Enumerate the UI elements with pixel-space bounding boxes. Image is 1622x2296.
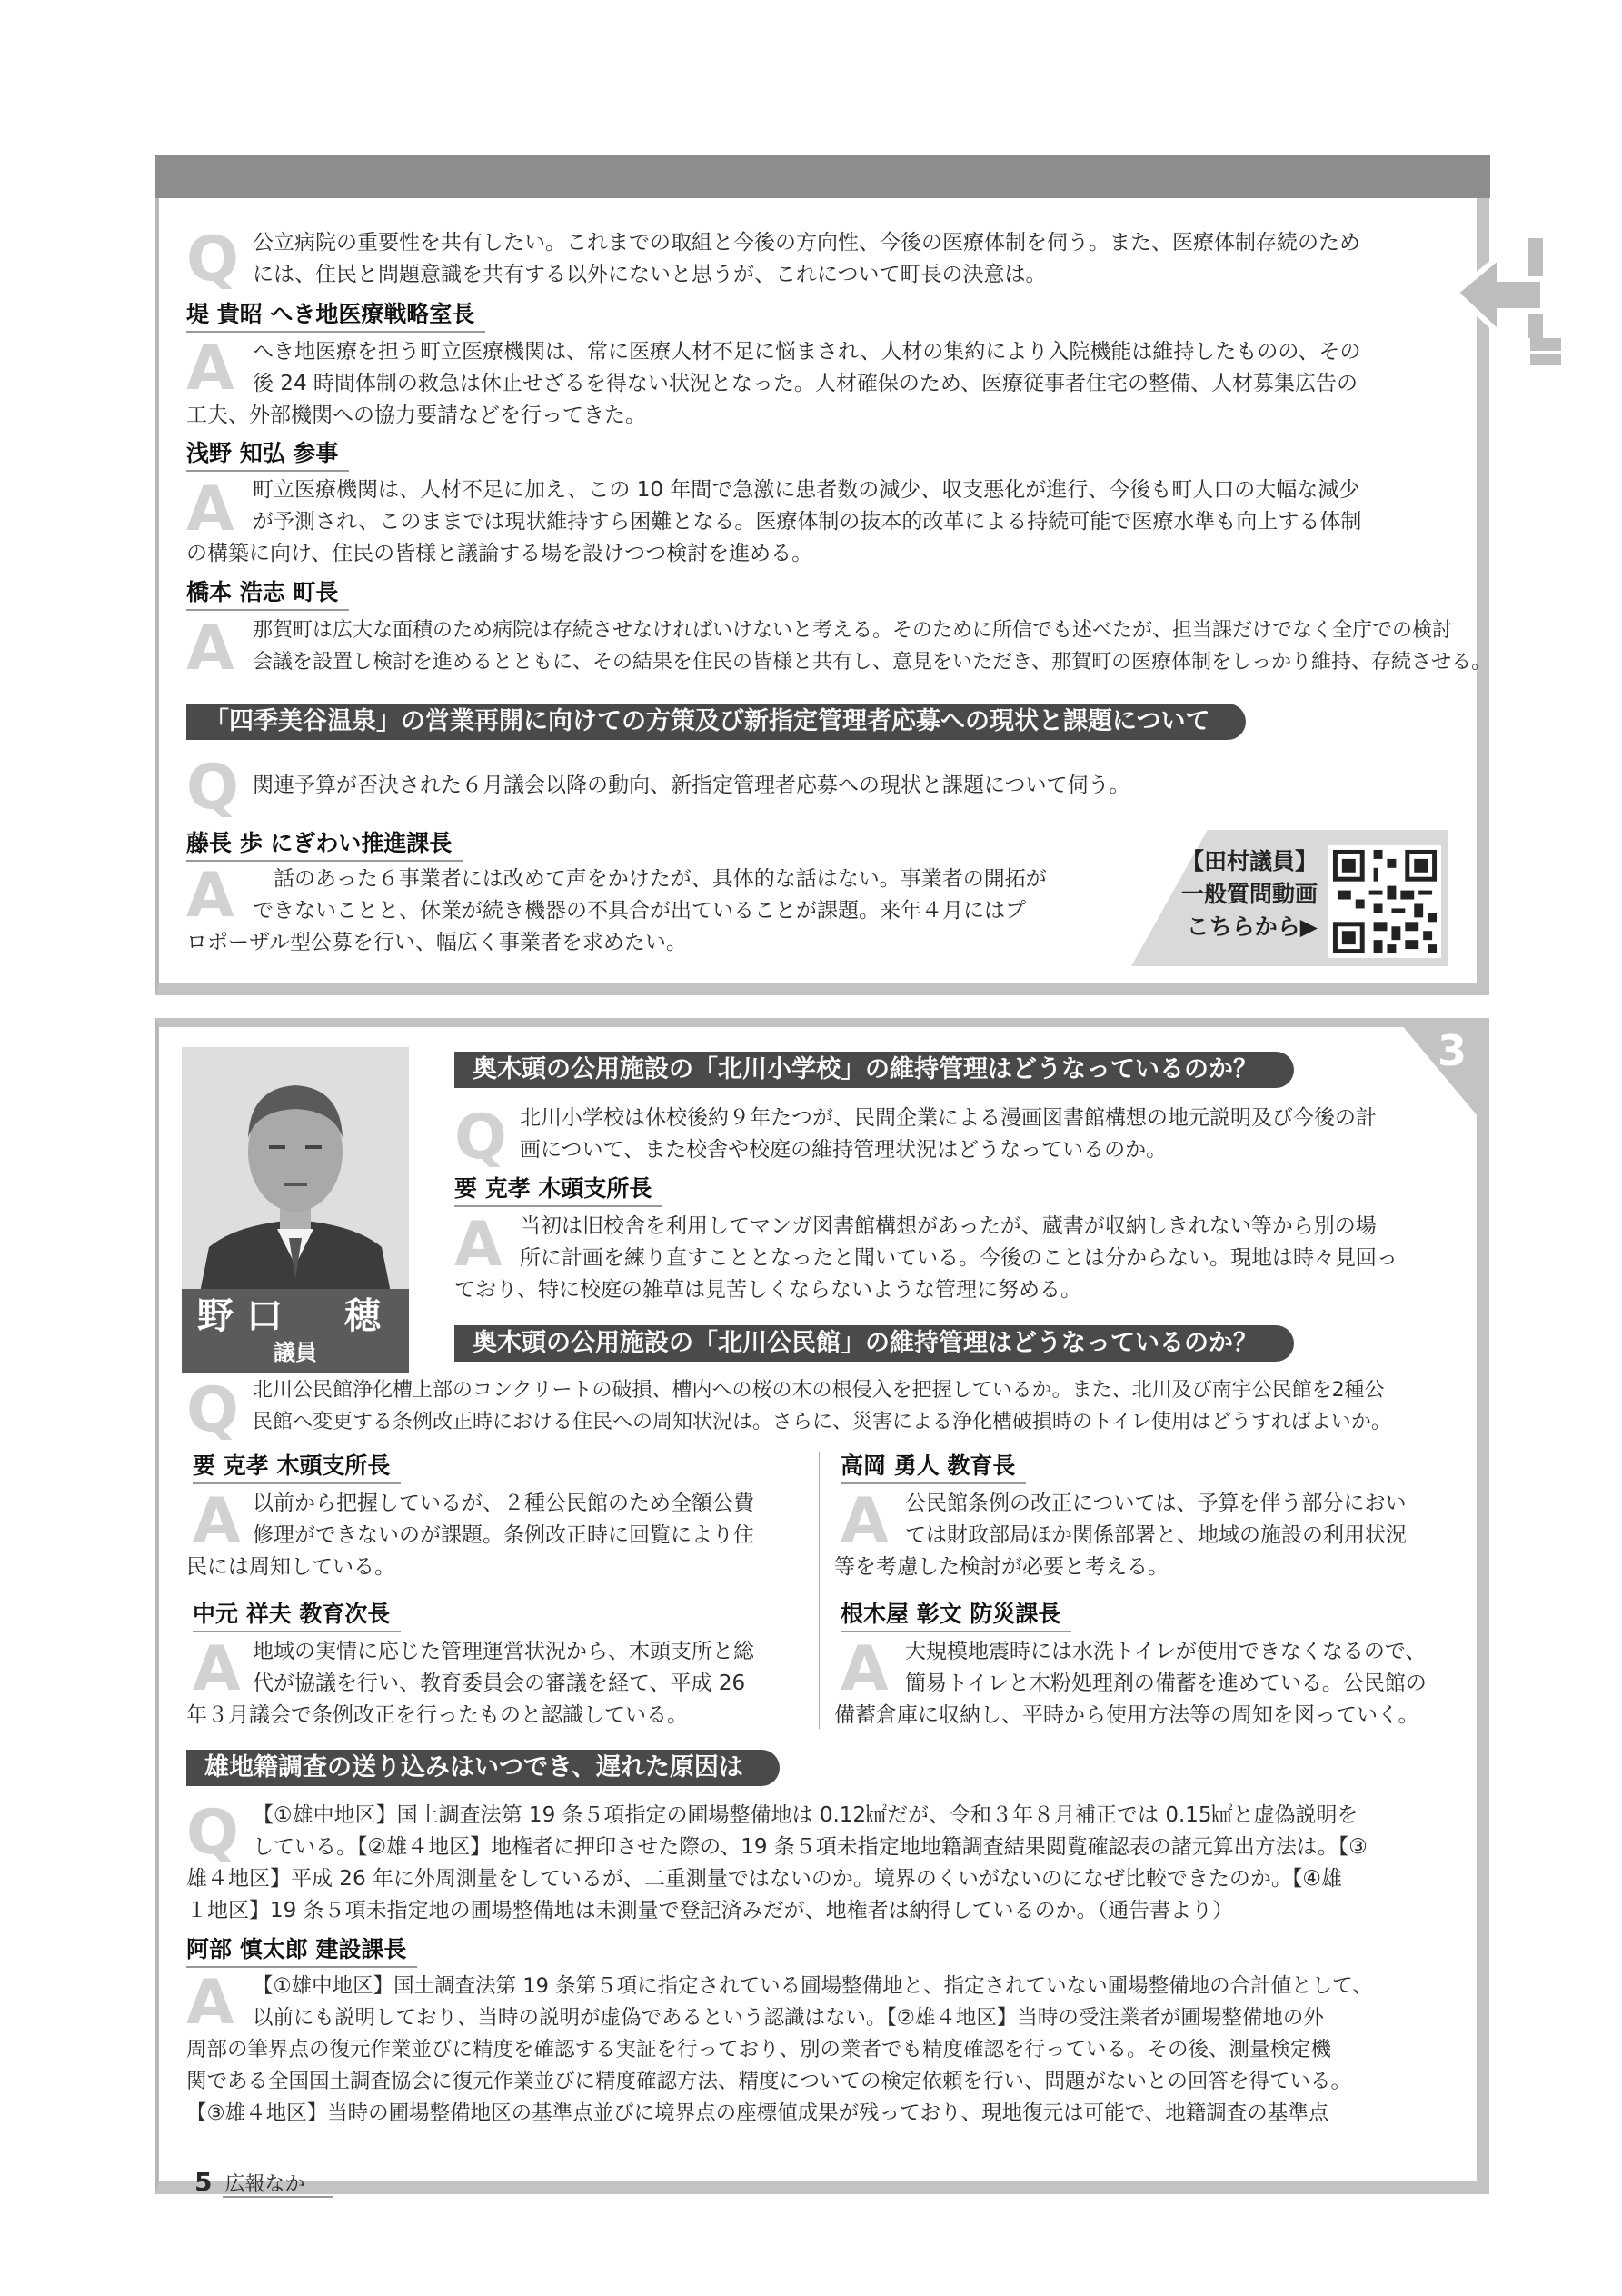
question-line: 関連予算が否決された６月議会以降の動向、新指定管理者応募への現状と課題について伺う。: [253, 774, 1130, 797]
question-line: 北川小学校は休校後約９年たつが、民間企業による漫画図書館構想の地元説明及び今後の計: [520, 1106, 1377, 1130]
speaker-label: 橋本 浩志 町長: [186, 578, 349, 611]
question-line: 民館へ変更する条例改正時における住民への周知状況は。さらに、災害による浄化槽破損時のトイレ使用はどうすればよいか。: [253, 1411, 1391, 1433]
question-line: 【①雄中地区】国土調査法第 19 条５項指定の圃場整備地は 0.12㎢だが、令和３年８月補正では 0.15㎢と虚偽説明を: [253, 1803, 1358, 1827]
answer-line: 工夫、外部機関への協力要請などを行ってきた。: [186, 404, 646, 427]
speaker-label: 藤長 歩 にぎわい推進課長: [186, 829, 463, 862]
member-name-plate: [182, 1289, 409, 1373]
answer-line: 所に計画を練り直すこととなったと聞いている。今後のことは分からない。現地は時々見回っ: [520, 1246, 1398, 1270]
answer-mark-letter: A: [841, 1485, 889, 1557]
question-line: 画について、また校舎や校庭の維持管理状況はどうなっているのか。: [520, 1138, 1168, 1162]
page-footer: [194, 2166, 333, 2201]
answer-line: 後 24 時間体制の救急は休止せざるを得ない状況となった。人材確保のため、医療従事者住宅の整備、人材募集広告の: [253, 372, 1358, 395]
answer-line: 話のあった６事業者には改めて声をかけたが、具体的な話はない。事業者の開拓が: [253, 867, 1047, 891]
answer-line: 大規模地震時には水洗トイレが使用できなくなるので、: [905, 1640, 1427, 1663]
question-text: [186, 1797, 1368, 1927]
answer-text: [186, 860, 1047, 959]
question-mark-letter: Q: [454, 1102, 507, 1173]
topic-banner: 雄地籍調査の送り込みはいつでき、遅れた原因は: [186, 1750, 780, 1786]
answer-mark-letter: A: [186, 613, 234, 684]
video-link-text[interactable]: [1154, 845, 1318, 943]
answer-text: [454, 1211, 1398, 1306]
question-text: [253, 770, 1130, 802]
question-line: している。【②雄４地区】地権者に押印させた際の、19 条５項未指定地地籍調査結果閲覧確認表の諸元算出方法は。【③: [253, 1835, 1368, 1859]
question-number-badge: [1396, 1018, 1487, 1127]
answer-line: 修理ができないのが課題。条例改正時に回覧により住: [253, 1523, 754, 1547]
speaker-label: 堤 貴昭 へき地医療戦略室長: [186, 300, 485, 333]
question-line: 公立病院の重要性を共有したい。これまでの取組と今後の方向性、今後の医療体制を伺う。また、医療体制存続のため: [253, 231, 1360, 255]
answer-line: できないことと、休業が続き機器の不具合が出ていることが課題。来年４月にはプ: [253, 899, 1026, 923]
column-divider: [819, 1452, 820, 1729]
answer-mark-letter: A: [186, 860, 234, 932]
answer-mark-letter: A: [186, 1967, 234, 2039]
video-link-line: こちらから▶: [1186, 913, 1318, 940]
speaker-label: 浅野 知弘 参事: [186, 439, 349, 472]
answer-text: [186, 1633, 754, 1732]
member-role: 議員: [274, 1340, 317, 1365]
question-text: [253, 1374, 1391, 1438]
answer-text: [186, 333, 1361, 432]
speaker-label: 中元 祥夫 教育次長: [193, 1600, 401, 1632]
answer-mark-letter: A: [186, 474, 234, 545]
answer-line: 町立医療機関は、人材不足に加え、この 10 年間で急激に患者数の減少、収支悪化が進行、今後も町人口の大幅な減少: [253, 478, 1360, 502]
answer-line: 以前から把握しているが、２種公民館のため全額公費: [253, 1492, 754, 1515]
speaker-label: 要 克孝 木頭支所長: [193, 1452, 401, 1484]
answer-line: 代が協議を行い、教育委員会の審議を経て、平成 26: [253, 1672, 746, 1695]
question-line: には、住民と問題意識を共有する以外にないと思うが、これについて町長の決意は。: [253, 263, 1047, 286]
speaker-label: 阿部 慎太郎 建設課長: [186, 1935, 417, 1968]
answer-line: 年３月議会で条例改正を行ったものと認識している。: [186, 1703, 688, 1727]
question-mark-letter: Q: [186, 1374, 239, 1446]
answer-line: 【③雄４地区】当時の圃場整備地区の基準点並びに境界点の座標値成果が残っており、現地復元は可能で、地籍調査の基準点: [186, 2101, 1329, 2125]
answer-text: [186, 1967, 1373, 2130]
answer-text: [186, 1485, 754, 1583]
question-text: [520, 1103, 1377, 1166]
answer-line: 以前にも説明しており、当時の説明が虚偽であるという認識はない。【②雄４地区】当時の受注業者が圃場整備地の外: [253, 2006, 1324, 2030]
answer-line: 民には周知している。: [186, 1555, 395, 1579]
topic-banner: 奥木頭の公用施設の「北川小学校」の維持管理はどうなっているのか？: [454, 1052, 1294, 1088]
qr-code-icon[interactable]: [1328, 845, 1441, 958]
answer-line: 関である全国国土調査協会に復元作業並びに精度確認方法、精度についての検定依頼を行い、問題がないとの回答を得ている。: [186, 2070, 1352, 2093]
topic-banner: 奥木頭の公用施設の「北川公民館」の維持管理はどうなっているのか？: [454, 1325, 1294, 1362]
speaker-label: 要 克孝 木頭支所長: [454, 1174, 662, 1207]
answer-mark-letter: A: [193, 1485, 241, 1557]
answer-line: 当初は旧校舎を利用してマンガ図書館構想があったが、蔵書が収納しきれない等から別の場: [520, 1214, 1377, 1238]
portrait-image: [182, 1047, 409, 1293]
speaker-label: 根木屋 彰文 防災課長: [841, 1600, 1071, 1632]
question-line: 雄４地区】平成 26 年に外周測量をしているが、二重測量ではないのか。境界のくいがないのになぜ比較できたのか。【④雄: [186, 1867, 1343, 1891]
page-number: 5: [194, 2167, 213, 2197]
speaker-label: 高岡 勇人 教育長: [841, 1452, 1026, 1484]
answer-line: 地域の実情に応じた管理運営状況から、木頭支所と総: [253, 1640, 754, 1663]
answer-mark-letter: A: [841, 1633, 889, 1705]
back-arrow-icon[interactable]: [1456, 238, 1565, 365]
answer-line: 会議を設置し検討を進めるとともに、その結果を住民の皆様と共有し、意見をいただき、那賀町の医療体制をしっかり維持、存続させる。: [253, 651, 1492, 674]
member-name: 野口 穂: [197, 1295, 393, 1337]
answer-line: 周部の筆界点の復元作業並びに精度を確認する実証を行っており、別の業者でも精度確認を行っている。その後、測量検定機: [186, 2038, 1332, 2061]
answer-line: 【①雄中地区】国土調査法第 19 条第５項に指定されている圃場整備地と、指定されていない圃場整備地の合計値として、: [253, 1974, 1373, 1998]
question-mark-letter: Q: [186, 752, 239, 824]
question-line: １地区】19 条５項未指定地の圃場整備地は未測量で登記済みだが、地権者は納得しているのか。（通告書より）: [186, 1899, 1234, 1922]
answer-text: [253, 614, 1491, 678]
question-mark-letter: Q: [186, 1797, 239, 1869]
answer-mark-letter: A: [193, 1633, 241, 1705]
header-bar: [155, 155, 1490, 198]
answer-line: の構築に向け、住民の皆様と議論する場を設けつつ検討を進める。: [186, 542, 813, 565]
question-number: 3: [1437, 1026, 1468, 1075]
answer-line: 公民館条例の改正については、予算を伴う部分におい: [905, 1492, 1407, 1515]
member-photo: [182, 1047, 409, 1293]
answer-line: ており、特に校庭の雑草は見苦しくならないような管理に努める。: [454, 1278, 1081, 1302]
answer-line: へき地医療を担う町立医療機関は、常に医療人材不足に悩まされ、人材の集約により入院機能は維持したものの、その: [253, 340, 1361, 364]
answer-line: が予測され、このままでは現状維持すら困難となる。医療体制の抜本的改革による持続可能で医療水準も向上する体制: [253, 510, 1362, 534]
question-mark-letter: Q: [186, 224, 239, 295]
topic-banner: 「四季美谷温泉」の営業再開に向けての方策及び新指定管理者応募への現状と課題について: [186, 704, 1246, 740]
answer-line: 那賀町は広大な面積のため病院は存続させなければいけないと考える。そのために所信でも述べたが、担当課だけでなく全庁での検討: [253, 619, 1453, 642]
answer-line: 等を考慮した検討が必要と考える。: [834, 1555, 1169, 1579]
answer-line: ては財政部局ほか関係部署と、地域の施設の利用状況: [905, 1523, 1407, 1547]
answer-text: [186, 474, 1361, 570]
answer-mark-letter: A: [186, 333, 234, 404]
answer-line: 簡易トイレと木粉処理剤の備蓄を進めている。公民館の: [905, 1672, 1427, 1695]
question-line: 北川公民館浄化槽上部のコンクリートの破損、槽内への桜の木の根侵入を把握しているか。また、北川及び南宇公民館を2種公: [253, 1379, 1385, 1402]
answer-line: 備蓄倉庫に収納し、平時から使用方法等の周知を図っていく。: [834, 1703, 1419, 1727]
video-link-line: 【田村議員】: [1180, 848, 1318, 874]
magazine-name: 広報なか: [223, 2173, 332, 2198]
answer-text: [834, 1485, 1407, 1583]
answer-line: ロポーザル型公募を行い、幅広く事業者を求めたい。: [186, 931, 687, 954]
answer-mark-letter: A: [454, 1209, 503, 1281]
video-link-line: 一般質問動画: [1180, 881, 1318, 907]
question-text: [253, 227, 1360, 291]
answer-text: [834, 1633, 1427, 1732]
